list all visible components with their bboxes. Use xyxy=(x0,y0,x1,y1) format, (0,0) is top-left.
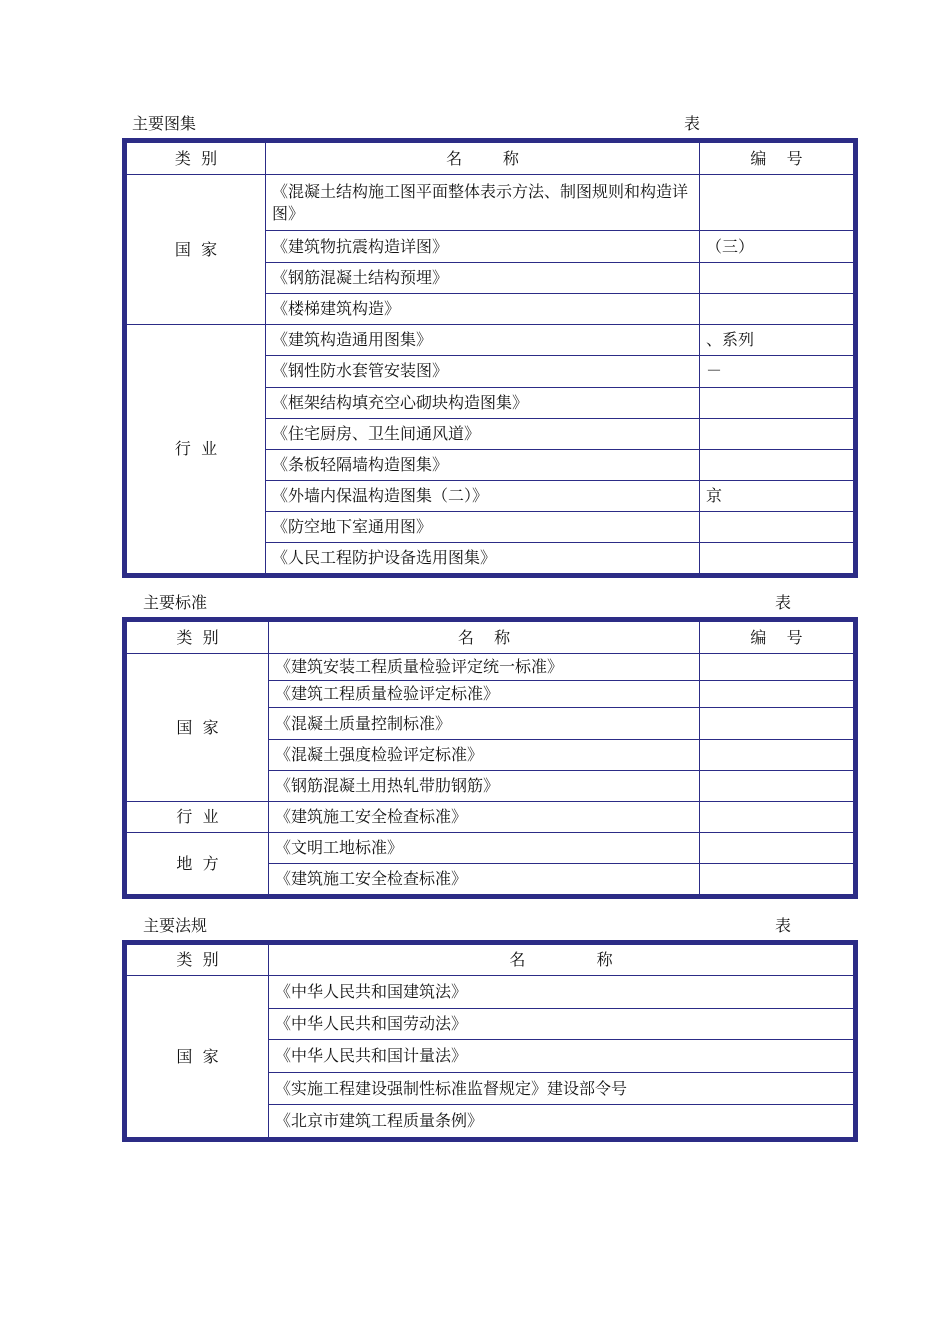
table3-caption-left: 主要法规 xyxy=(143,916,208,935)
code-cell: － xyxy=(700,356,854,387)
name-cell: 《建筑物抗震构造详图》 xyxy=(266,231,700,263)
code-cell: 、系列 xyxy=(700,325,854,356)
name-cell: 《框架结构填充空心砌块构造图集》 xyxy=(266,387,700,418)
name-cell: 《建筑施工安全检查标准》 xyxy=(269,802,700,833)
code-cell: （三） xyxy=(700,231,854,263)
code-cell xyxy=(700,681,854,708)
name-cell: 《楼梯建筑构造》 xyxy=(266,294,700,325)
header-cell: 名 称 xyxy=(269,622,700,654)
category-cell: 国 家 xyxy=(127,175,266,325)
name-cell: 《混凝土质量控制标准》 xyxy=(269,708,700,740)
code-cell xyxy=(700,175,854,231)
code-cell xyxy=(700,864,854,895)
name-cell: 《中华人民共和国计量法》 xyxy=(269,1040,854,1073)
code-cell xyxy=(700,708,854,740)
name-cell: 《实施工程建设强制性标准监督规定》建设部令号 xyxy=(269,1072,854,1105)
table-row xyxy=(127,976,854,1009)
header-cell: 类 别 xyxy=(127,622,269,654)
table3-caption-right: 表 xyxy=(775,916,792,935)
table-row xyxy=(127,833,854,864)
table2-caption-right: 表 xyxy=(775,593,792,612)
name-cell: 《住宅厨房、卫生间通风道》 xyxy=(266,418,700,449)
table-header-row xyxy=(127,945,854,976)
name-cell: 《建筑安装工程质量检验评定统一标准》 xyxy=(269,654,700,681)
table-row xyxy=(127,654,854,681)
category-cell: 国 家 xyxy=(127,976,269,1138)
code-cell xyxy=(700,654,854,681)
code-cell xyxy=(700,449,854,480)
code-cell xyxy=(700,294,854,325)
header-cell: 名 称 xyxy=(269,945,854,976)
table1-caption-right: 表 xyxy=(684,114,701,133)
code-cell xyxy=(700,542,854,573)
header-cell: 类 别 xyxy=(127,945,269,976)
code-cell xyxy=(700,771,854,802)
name-cell: 《北京市建筑工程质量条例》 xyxy=(269,1105,854,1138)
name-cell: 《建筑施工安全检查标准》 xyxy=(269,864,700,895)
name-cell: 《混凝土强度检验评定标准》 xyxy=(269,740,700,771)
name-cell: 《钢性防水套管安装图》 xyxy=(266,356,700,387)
header-cell: 名 称 xyxy=(266,143,700,175)
name-cell: 《钢筋混凝土结构预埋》 xyxy=(266,263,700,294)
category-cell: 行 业 xyxy=(127,802,269,833)
table-main-regulations xyxy=(122,940,858,1142)
name-cell: 《建筑工程质量检验评定标准》 xyxy=(269,681,700,708)
name-cell: 《中华人民共和国建筑法》 xyxy=(269,976,854,1009)
name-cell: 《混凝土结构施工图平面整体表示方法、制图规则和构造详图》 xyxy=(266,175,700,231)
code-cell xyxy=(700,802,854,833)
name-cell: 《人民工程防护设备选用图集》 xyxy=(266,542,700,573)
name-cell: 《条板轻隔墙构造图集》 xyxy=(266,449,700,480)
table2-caption-left: 主要标准 xyxy=(143,593,208,612)
name-cell: 《防空地下室通用图》 xyxy=(266,511,700,542)
code-cell xyxy=(700,511,854,542)
code-cell xyxy=(700,740,854,771)
name-cell: 《中华人民共和国劳动法》 xyxy=(269,1008,854,1039)
header-cell: 编 号 xyxy=(700,622,854,654)
table-main-standards xyxy=(122,617,858,899)
table1-caption-left: 主要图集 xyxy=(132,114,197,133)
category-cell: 国 家 xyxy=(127,654,269,802)
code-cell xyxy=(700,263,854,294)
category-cell: 行 业 xyxy=(127,325,266,574)
table-row xyxy=(127,325,854,356)
name-cell: 《钢筋混凝土用热轧带肋钢筋》 xyxy=(269,771,700,802)
name-cell: 《建筑构造通用图集》 xyxy=(266,325,700,356)
table-row xyxy=(127,175,854,231)
table-row xyxy=(127,802,854,833)
table-header-row xyxy=(127,143,854,175)
table-header-row xyxy=(127,622,854,654)
code-cell xyxy=(700,387,854,418)
category-cell: 地 方 xyxy=(127,833,269,895)
header-cell: 编 号 xyxy=(700,143,854,175)
code-cell xyxy=(700,833,854,864)
header-cell: 类 别 xyxy=(127,143,266,175)
code-cell xyxy=(700,418,854,449)
name-cell: 《文明工地标准》 xyxy=(269,833,700,864)
name-cell: 《外墙内保温构造图集（二）》 xyxy=(266,480,700,511)
code-cell: 京 xyxy=(700,480,854,511)
table-main-atlases xyxy=(122,138,858,578)
